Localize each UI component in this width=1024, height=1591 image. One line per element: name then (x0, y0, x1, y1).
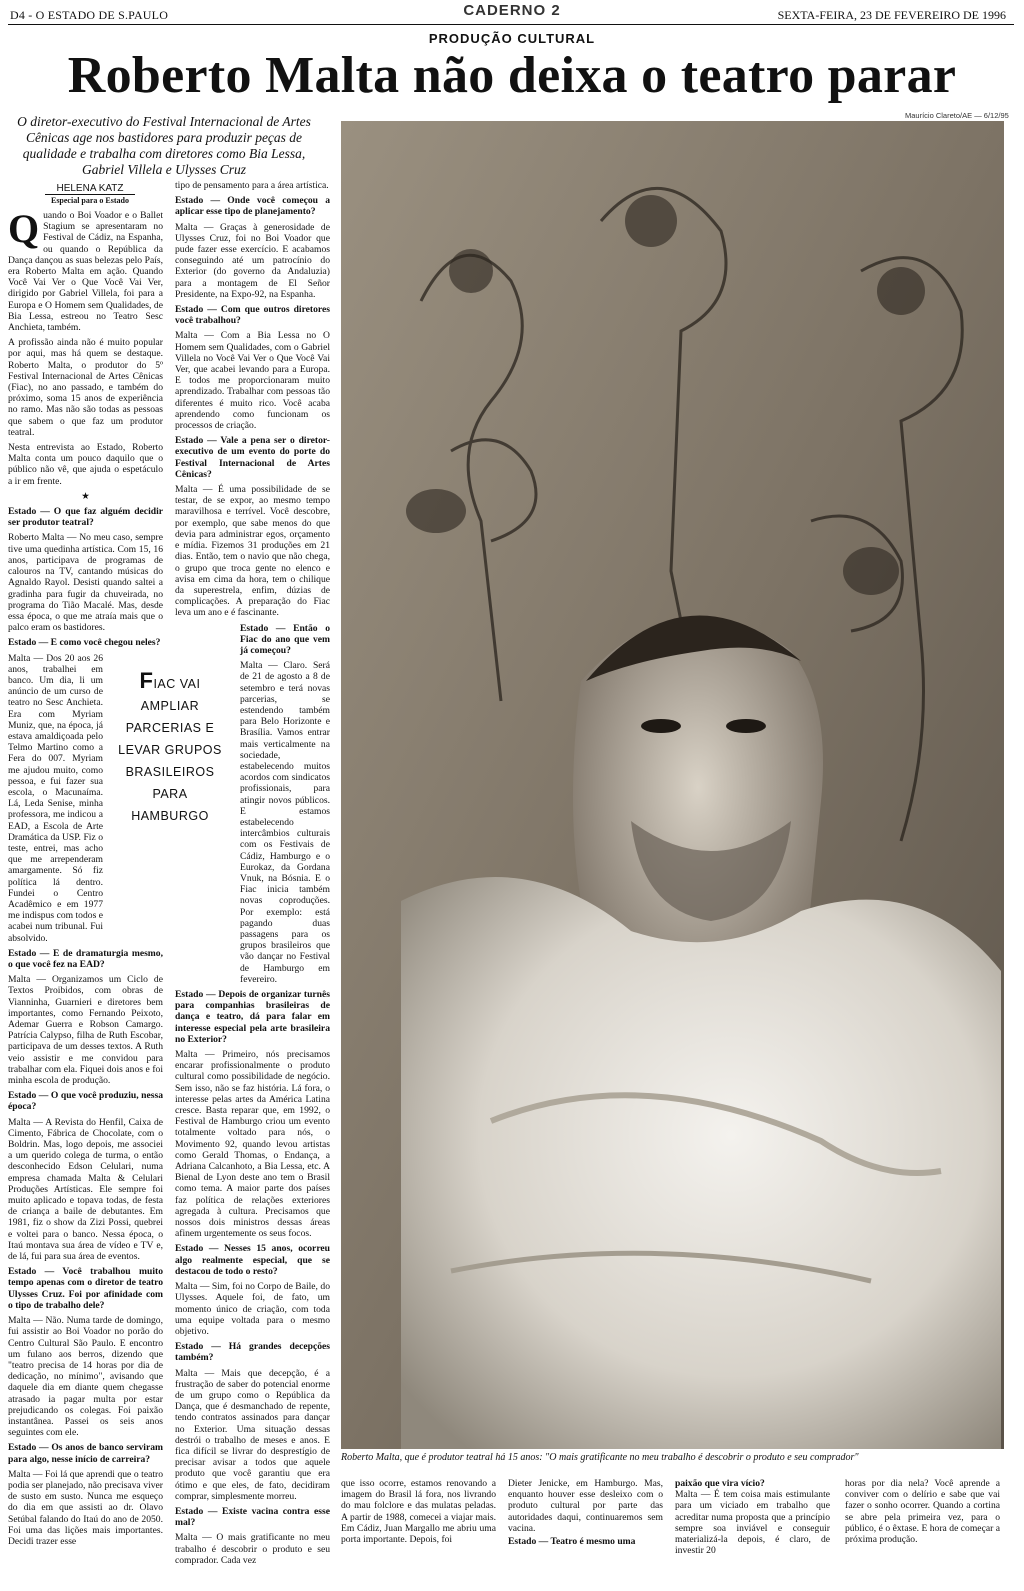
article-column-6 (845, 1478, 1000, 1591)
paragraph: horas por dia nela? Você aprende a conviver com o delírio e sabe que vai fazer o sonho ocorrer. Quando a cortina se abre pela primeira vez, para o público, é o êxtase. E hora de começar a próxima produção. (845, 1478, 1000, 1546)
pull-quote-line: HAMBURGO (131, 809, 209, 823)
interview-question: Estado — Com que outros diretores você trabalhou? (175, 304, 330, 327)
pull-quote (110, 670, 230, 835)
page-folio: D4 - O ESTADO DE S.PAULO (10, 8, 169, 22)
page-date: SEXTA-FEIRA, 23 DE FEVEREIRO DE 1996 (777, 8, 1006, 22)
interview-question: Estado — O que faz alguém decidir ser produtor teatral? (8, 506, 163, 529)
portrait-photo-graphic (341, 121, 1004, 1449)
interview-answer: Malta — Dos 20 aos 26 anos, trabalhei em banco. Um dia, li um anúncio de um curso de teatro no Sesc Anchieta. Era com Myriam Muniz, que, na época, já estava amaldiçoada pelo Telmo Martino como a Fera do 007. Myriam me ajudou muito, como pessoa, e fui fazer sua escola, o Macunaíma. Lá, Leda Senise, minha professora, me indicou a EAD, a Escola de Arte Dramática da USP. Fiz o teste, entrei, mas acho que me arrependeram amargamente. Só fiz política lá dentro. Fundei o Centro Acadêmico e em 1977 me indispus com todos e acabei num tribunal. Fui absolvido. (8, 652, 103, 944)
interview-answer: Roberto Malta — No meu caso, sempre tive uma quedinha artística. Com 15, 16 anos, participava de programas de calouros na TV, cantando músicas do Agnaldo Rayol. Desisti quando saltei a gradinha para fugir da chuveirada, no programa do Tião Macalé. Mas, desde essa época, o que me atraía mais que o palco eram os bastidores. (8, 532, 163, 634)
pull-quote-line: AMPLIAR (140, 699, 200, 713)
paragraph: que isso ocorre, estamos renovando a imagem do Brasil lá fora, nos livrando do mau folclore e das mulatas peladas. A partir de 1988, comecei a viajar mais. Em Cádiz, Juan Margallo me abriu uma porta importante. Depois, foi (341, 1478, 496, 1546)
interview-question: Estado — Depois de organizar turnês para companhias brasileiras de dança e teatro, dá para falar em interesse especial pela arte brasileira no Exterior? (175, 989, 330, 1045)
paragraph: Nesta entrevista ao Estado, Roberto Malta conta um pouco daquilo que o público não vê, que ajuda o espetáculo a ir em frente. (8, 442, 163, 487)
interview-question: paixão que vira vício? (675, 1478, 765, 1489)
pull-quote-line: PARCERIAS E (125, 721, 215, 735)
paragraph: uando o Boi Voador e o Ballet Stagium se apresentaram no Festival de Cádiz, na Espanha, ou quando o República da Dança dançou as suas belezas pelo País, era Roberto Malta em ação. Quando Você Vai Ver o Que Você Vai Ver, dirigido por Gabriel Villela, foi para a Europa e O Homem sem Qualidades, de Bia Lessa, estreou no Teatro Sesc Anchieta, também. (8, 210, 163, 334)
article-column-3 (341, 1478, 496, 1591)
pull-quote-line: BRASILEIROS (125, 765, 215, 779)
paragraph: A profissão ainda não é muito popular por aqui, mas há quem se destaque. Roberto Malta, o produtor do 5º Festival Internacional de Artes Cênicas (Fiac), no ano passado, e também do próximo, soma 15 anos de experiência no ramo. Mas não são todas as pessoas que sabem o que faz um produtor teatral. (8, 337, 163, 438)
article-column-1 (8, 210, 163, 1591)
interview-question: Estado — Existe vacina contra esse mal? (175, 1505, 330, 1529)
interview-question: Estado — Onde você começou a aplicar esse tipo de planejamento? (175, 195, 330, 218)
interview-answer: Malta — O mais gratificante no meu trabalho é descobrir o produto e seu comprador. Cada vez (175, 1532, 330, 1566)
article-column-2 (175, 180, 330, 1591)
interview-answer: Malta — Foi lá que aprendi que o teatro podia ser planejado, não precisava viver de susto em susto. Nunca me esqueço do dia em que assisti ao dr. Olavo Setúbal falando do Itaú do ano de 2050. Foi uma das lições mais importantes. Decidi trazer esse (8, 1468, 163, 1547)
interview-answer: Malta — Graças à generosidade de Ulysses Cruz, foi no Boi Voador que pude fazer esse exercício. E acabamos conseguindo até um patrocínio do Exterior (do governo da Andaluzia) para a montagem de El Señor Presidente, na Expo-92, na Espanha. (175, 221, 330, 300)
supplement-name: CADERNO 2 (463, 2, 561, 19)
paragraph: tipo de pensamento para a área artística. (175, 180, 329, 191)
pull-quote-line: LEVAR GRUPOS (118, 743, 222, 757)
portrait-photo (341, 121, 1004, 1449)
interview-answer: Malta — Mais que decepção, é a frustração de saber do potencial enorme de um grupo como o República da Dança, que é desmanchado de repente, tendo contratos assinados para dançar no Exterior. Uma situação dessas destrói o trabalho de meses e anos. E fica difícil se livrar do desprestígio de precisar avisar a todos que aquele produto que você garantiu que era ótimo e que eles, de fato, decidiram comprar, simplesmente morreu. (175, 1367, 330, 1502)
article-column-5 (675, 1478, 830, 1591)
interview-answer: Malta — Claro. Será de 21 de agosto a 8 de setembro e terá novas parcerias, se estendendo também para Belo Horizonte e Brasília. Vamos entrar mais verticalmente na sociedade, estabelecendo muitos acordos com sindicatos profissionais, para atingir novos públicos. E estamos estabelecendo intercâmbios culturais com os Festivais de Cádiz, Hamburgo e o Eurokaz, da Gordana Vnuk, na Bósnia. E o Fiac inicia também novas coproduções. Por exemplo: está pagando duas passagens para os grupos brasileiros que vão dançar no Festival de Hamburgo em fevereiro. (240, 660, 330, 985)
dek: O diretor-executivo do Festival Internacional de Artes Cênicas age nos bastidores para produzir peças de qualidade e trabalha com diretores como Bia Lessa, Gabriel Villela e Ulysses Cruz (17, 114, 311, 177)
paragraph: Dieter Jenicke, em Hamburgo. Mas, enquanto houver esse desleixo com o produto cultural por parte das autoridades daqui, continuaremos sem vacina. (508, 1478, 663, 1534)
photo-credit: Maurício Clareto/AE — 6/12/95 (905, 111, 1009, 120)
interview-question: Estado — Vale a pena ser o diretor-executivo de um evento do porte do Festival Internacional de Artes Cênicas? (175, 435, 330, 480)
interview-question: Estado — E de dramaturgia mesmo, o que você fez na EAD? (8, 947, 163, 970)
byline-role: Especial para o Estado (50, 196, 129, 205)
interview-question: Estado — Nesses 15 anos, ocorreu algo realmente especial, que se destacou de todo o resto? (175, 1243, 330, 1277)
interview-answer: Malta — Não. Numa tarde de domingo, fui assistir ao Boi Voador no porão do Centro Cultural São Paulo. E encontro um fulano aos berros, dizendo que "teatro precisa de 14 horas por dia de dedicação, no mínimo", avisando que daquele dia em diante quem chegasse atrasado ia pagar multa por estar prejudicando os colegas. Foi paixão instantânea. Passei os seis anos seguintes com ele. (8, 1315, 163, 1439)
interview-question: Estado — Há grandes decepções também? (175, 1341, 330, 1364)
interview-answer: Malta — Sim, foi no Corpo de Baile, do Ulysses. Aquele foi, de fato, um momento único de criação, com toda uma equipe voltada para o mesmo objetivo. (175, 1281, 330, 1337)
drop-cap: Q (8, 210, 40, 251)
section-label: PRODUÇÃO CULTURAL (428, 31, 596, 46)
headline: Roberto Malta não deixa o teatro parar (67, 47, 957, 104)
masthead-rule (8, 24, 1014, 25)
pull-quote-initial: F (139, 668, 154, 693)
interview-question: Estado — Teatro é mesmo uma (508, 1536, 636, 1548)
interview-question: Estado — O que você produziu, nessa época? (8, 1090, 163, 1113)
interview-answer: Malta — É uma possibilidade de se testar, de se expor, ao mesmo tempo maravilhosa e terrível. Você descobre, por exemplo, que sabe menos do que devia para administrar egos, orçamento e mídia. Fizemos 31 produções em 21 dias. Então, tem o navio que não chega, o grupo que troca gente no elenco e avisa em cima da hora, tem o chilique da superestrela, enfim, dúzias de complicações. A preparação do Fiac leva um ano e é fascinante. (175, 484, 330, 619)
interview-answer: Malta — Com a Bia Lessa no O Homem sem Qualidades, com o Gabriel Villela no Você Vai Ver o Que Você Vai Ver, que acabei levando para a Europa. E todos me proporcionaram muito aprendizado. Trabalhar com pessoas tão diferentes é muito rico. Você acaba aprendendo como funcionam os processos de criação. (175, 330, 330, 432)
interview-answer: Malta — Primeiro, nós precisamos encarar profissionalmente o produto cultural como possibilidade de negócio. Sem isso, não se faz história. Lá fora, o interesse pelas artes da América Latina cresce. Basta reparar que, em 1992, o Festival de Hamburgo criou um evento totalmente voltado para nós, o Movimento 92, quando levou artistas como Gerald Thomas, o Endança, a Adriana Calcanhoto, a Bia Lessa, etc. A Bienal de Lyon deste ano tem o Brasil como tema. A maior parte dos países faz política de relações exteriores agregada à cultura. Precisamos que nossos dois ministros dessas áreas afinem urgentemente os seus focos. (175, 1049, 330, 1240)
interview-answer: Malta — Organizamos um Ciclo de Textos Proibidos, com obras de Vianninha, Guarnieri e diretores bem importantes, como Fernando Peixoto, Ademar Guerra e Robson Camargo. Patrícia Calypso, filha de Ruth Escobar, participava de um desses textos. A Ruth veio assistir e me convidou para trabalhar com ela. Fiquei dois anos e foi minha escola de produção. (8, 974, 163, 1087)
photo-caption: Roberto Malta, que é produtor teatral há 15 anos: "O mais gratificante no meu trabalho é descobrir o produto e seu comprador" (341, 1452, 859, 1463)
interview-question: Estado — Os anos de banco serviram para algo, nesse início de carreira? (8, 1442, 163, 1465)
interview-question: Estado — E como você chegou neles? (8, 637, 161, 649)
interview-question: Estado — Então o Fiac do ano que vem já começou? (240, 622, 330, 656)
pull-quote-line: PARA (152, 787, 188, 801)
star-divider: ★ (81, 490, 90, 502)
interview-question: Estado — Você trabalhou muito tempo apenas com o diretor de teatro Ulysses Cruz. Foi por afinidade com o tipo de trabalho dele? (8, 1266, 163, 1311)
interview-answer: Malta — É tem coisa mais estimulante para um viciado em trabalho que acreditar numa proposta que a princípio sempre soa inviável e conseguir materializá-la depois, é claro, de investir 20 (675, 1489, 830, 1557)
article-column-4 (508, 1478, 663, 1591)
interview-answer: Malta — A Revista do Henfil, Caixa de Cimento, Fábrica de Chocolate, com o Boldrin. Mas, logo depois, me associei a um querido colega de turma, o então desconhecido Edson Celulari, numa empresa chamada Malta & Celulari Produções Artísticas. Ele sempre foi muito aplicado e topava todas, de festa de criança a baile de debutantes. Em 1981, fiz o show da Zizi Possi, quebrei e voltei para o banco. Nessa época, o Itaú montava sua área de vídeo e TV e, de lá, fui para sua área de eventos. (8, 1116, 163, 1263)
pull-quote-line: IAC VAI (153, 677, 201, 691)
byline-name: HELENA KATZ (45, 183, 135, 195)
